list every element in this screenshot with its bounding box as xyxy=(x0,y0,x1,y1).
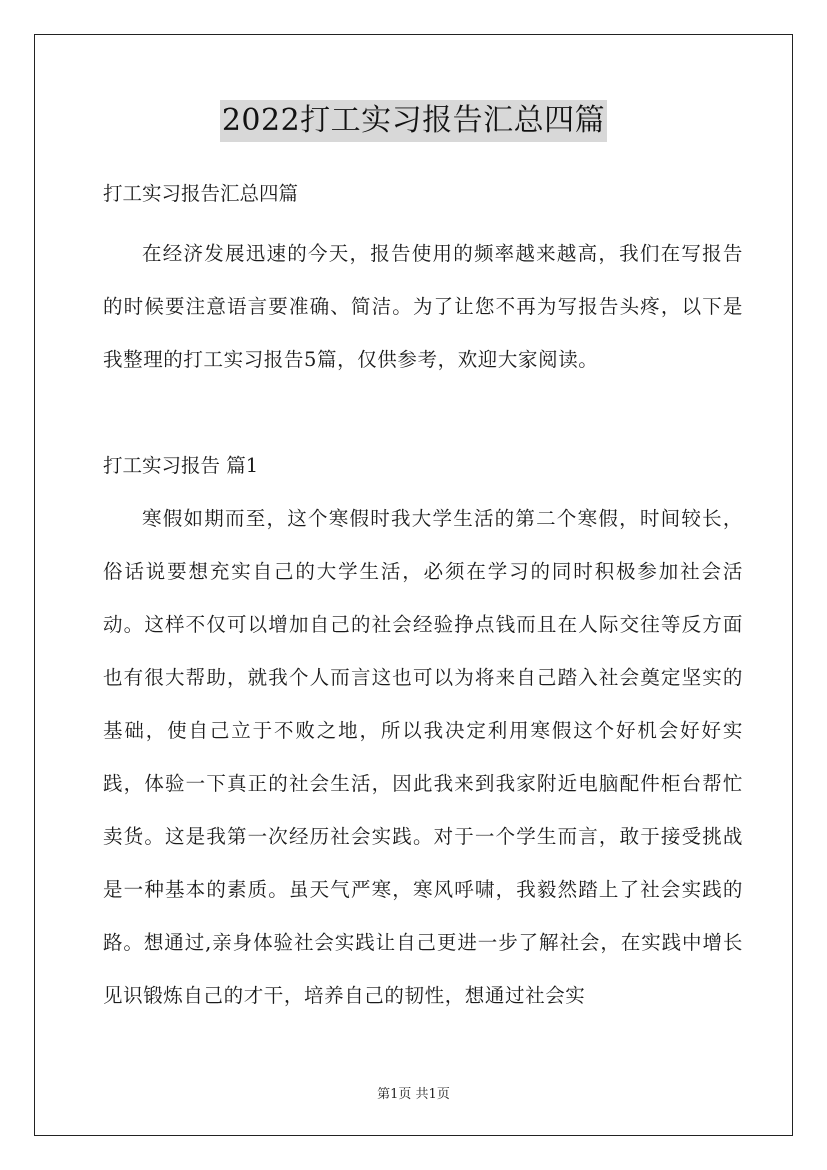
section-heading: 打工实习报告 篇1 xyxy=(103,454,259,477)
document-title: 2022打工实习报告汇总四篇 xyxy=(220,100,607,142)
title-container xyxy=(0,100,827,142)
intro-paragraph: 在经济发展迅速的今天，报告使用的频率越来越高，我们在写报告的时候要注意语言要准确、简洁。为了让您不再为写报告头疼，以下是我整理的打工实习报告5篇，仅供参考，欢迎大家阅读。 xyxy=(103,242,743,371)
section-paragraph: 寒假如期而至，这个寒假时我大学生活的第二个寒假，时间较长，俗话说要想充实自己的大学生活，必须在学习的同时积极参加社会活动。这样不仅可以增加自己的社会经验挣点钱而且在人际交往等反方面也有很大帮助，就我个人而言这也可以为将来自己踏入社会奠定坚实的基础，使自己立于不败之地，所以我决定利用寒假这个好机会好好实践，体验一下真正的社会生活，因此我来到我家附近电脑配件柜台帮忙卖货。这是我第一次经历社会实践。对于一个学生而言，敢于接受挑战是一种基本的素质。虽天气严寒，寒风呼啸，我毅然踏上了社会实践的路。想通过,亲身体验社会实践让自己更进一步了解社会，在实践中增长见识锻炼自己的才干，培养自己的韧性，想通过社会实 xyxy=(103,507,743,1007)
page-footer: 第1页 共1页 xyxy=(377,1087,450,1102)
document-subtitle: 打工实习报告汇总四篇 xyxy=(103,182,299,205)
document-body xyxy=(103,173,743,1022)
